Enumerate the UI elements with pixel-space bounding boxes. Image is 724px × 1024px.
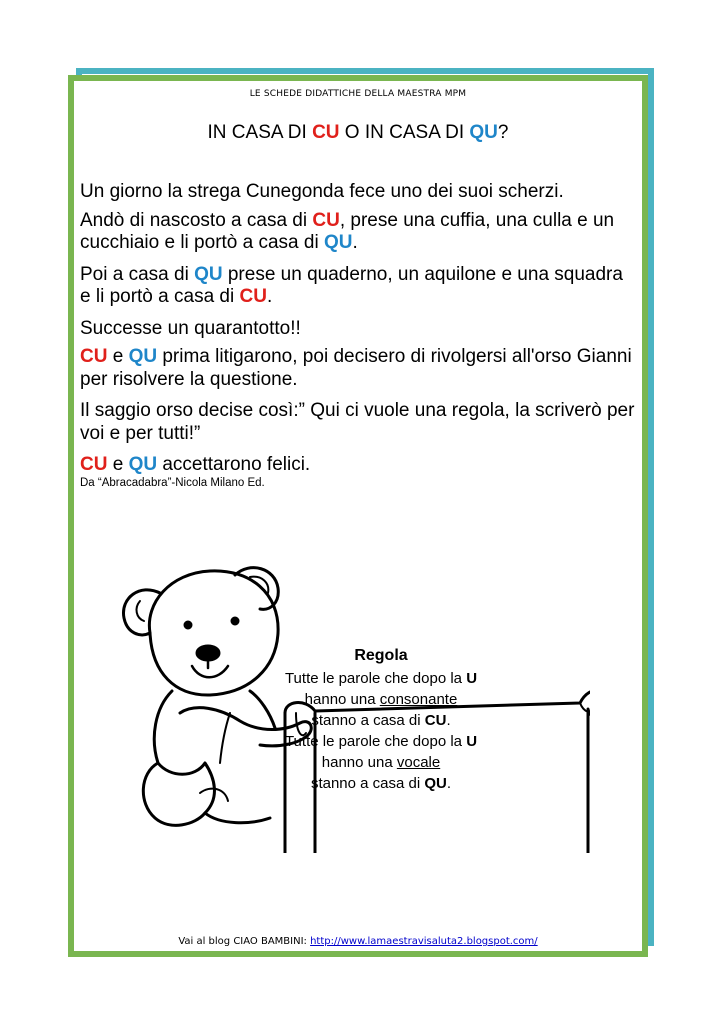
story-paragraph: CU e QU prima litigarono, poi decisero di rivolgersi all'orso Gianni per risolvere la questione. xyxy=(80,346,632,390)
story-paragraph: Poi a casa di QU prese un quaderno, un aquilone e una squadra e li portò a casa di CU. xyxy=(80,263,623,307)
rule-line: hanno una consonante xyxy=(304,691,458,708)
story-paragraph: CU e QU accettarono felici. xyxy=(80,454,311,475)
page-footer xyxy=(74,936,642,947)
bear-eye-right xyxy=(232,618,238,624)
rule-title: Regola xyxy=(354,647,408,664)
rule-box xyxy=(250,645,512,794)
title-cu: CU xyxy=(312,122,340,143)
page-frame xyxy=(68,75,648,957)
bear-mouth xyxy=(192,660,228,677)
bear-leg-left xyxy=(158,763,214,813)
bear-ear-left xyxy=(123,590,160,635)
story-paragraph: Un giorno la strega Cunegonda fece uno dei suoi scherzi. xyxy=(80,181,564,202)
rule-line: stanno a casa di CU. xyxy=(311,712,451,729)
page-header: LE SCHEDE DIDATTICHE DELLA MAESTRA MPM xyxy=(249,89,467,99)
rule-line: stanno a casa di QU. xyxy=(310,775,452,792)
bear-eye-left xyxy=(185,622,191,628)
rule-line: hanno una vocale xyxy=(321,754,441,771)
story-paragraph: Successe un quarantotto!! xyxy=(80,317,301,339)
story-text xyxy=(80,181,636,483)
source-credit: Da “Abracadabra”-Nicola Milano Ed. xyxy=(80,477,265,489)
rule-line: Tutte le parole che dopo la U xyxy=(284,733,478,750)
story-paragraph: Andò di nascosto a casa di CU, prese una cuffia, una culla e un cucchiaio e li portò a casa di QU. xyxy=(80,209,615,253)
rule-line: Tutte le parole che dopo la U xyxy=(284,670,478,687)
footer-label: Vai al blog CIAO BAMBINI: xyxy=(178,936,311,947)
page-title: IN CASA DI CU O IN CASA DI QU? xyxy=(207,122,509,143)
story-paragraph: Il saggio orso decise così:” Qui ci vuole una regola, la scriverò per voi e per tutti!” xyxy=(80,400,635,444)
title-qu: QU xyxy=(469,122,498,143)
bear-nose xyxy=(197,646,219,660)
blog-link[interactable]: http://www.lamaestravisaluta2.blogspot.com/ xyxy=(310,936,538,947)
